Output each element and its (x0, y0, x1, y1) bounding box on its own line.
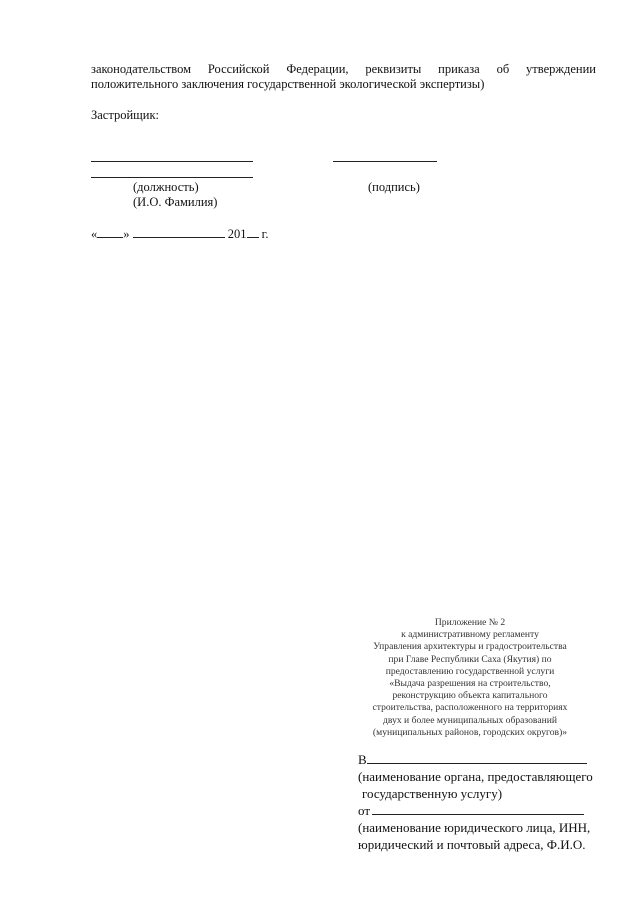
application-header (358, 752, 598, 854)
appendix-line: при Главе Республики Саха (Якутия) по (388, 653, 552, 665)
authority-caption-1: (наименование органа, предоставляющего (358, 769, 593, 784)
date-year-suffix: г. (261, 227, 269, 241)
appendix-line: (муниципальных районов, городских округов)» (372, 726, 568, 738)
to-prefix: В (358, 752, 367, 767)
paragraph-line-2: положительного заключения государственной экологической экспертизы) (91, 77, 485, 91)
from-prefix: от (358, 803, 371, 818)
applicant-caption-2: юридический и почтовый адреса, Ф.И.О. (358, 837, 586, 852)
appendix-block (335, 617, 605, 739)
appendix-line: «Выдача разрешения на строительство, (389, 678, 551, 690)
developer-label: Застройщик: (91, 108, 160, 122)
date-close-quote: » (123, 227, 130, 241)
day-blank (97, 226, 123, 238)
year-blank (247, 226, 259, 238)
appendix-line: предоставлению государственной услуги (385, 665, 555, 677)
to-row (358, 752, 598, 769)
from-row (358, 803, 598, 820)
month-blank (133, 226, 225, 238)
appendix-line: двух и более муниципальных образований (382, 714, 557, 726)
appendix-line: строительства, расположенного на территориях (372, 702, 568, 714)
appendix-line: реконструкцию объекта капитального (392, 690, 548, 702)
date-open-quote: « (91, 227, 98, 241)
authority-blank (367, 752, 587, 764)
name-caption: (И.О. Фамилия) (133, 195, 218, 209)
position-caption: (должность) (133, 180, 199, 194)
date-year-prefix: 201 (227, 227, 247, 241)
signature-line (333, 161, 437, 162)
date-line (91, 226, 268, 242)
authority-caption-2: государственную услугу) (362, 786, 503, 801)
paragraph-line-1: законодательством Российской Федерации, реквизиты приказа об утверждении (91, 62, 596, 76)
signature-caption: (подпись) (368, 180, 420, 194)
name-line (91, 177, 253, 178)
appendix-line: Управления архитектуры и градостроительства (373, 641, 567, 653)
position-line (91, 161, 253, 162)
appendix-line: к административному регламенту (401, 629, 539, 641)
applicant-caption-1: (наименование юридического лица, ИНН, (358, 820, 591, 835)
applicant-blank (372, 803, 584, 815)
appendix-line: Приложение № 2 (434, 617, 506, 628)
